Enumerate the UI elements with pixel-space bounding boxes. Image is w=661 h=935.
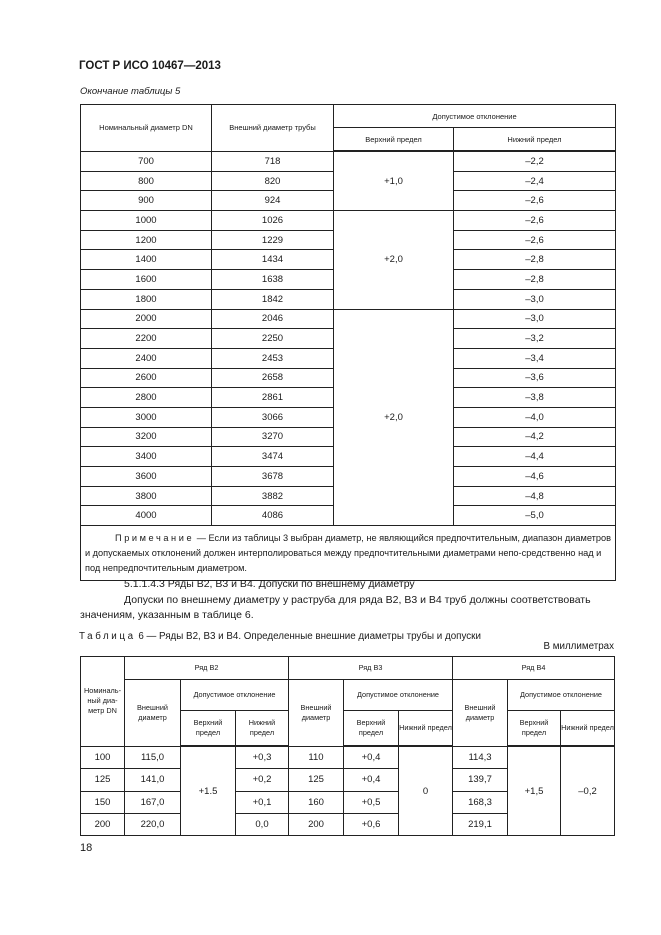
cell-outer-diameter: 1229: [212, 230, 334, 250]
cell-b4-upper: +1,5: [508, 746, 561, 836]
col-header-b4-outer: Внешний диаметр: [453, 680, 508, 747]
cell-lower-limit: –3,6: [454, 368, 616, 388]
col-header-series-b4: Ряд B4: [453, 657, 615, 680]
cell-dn: 100: [81, 746, 125, 769]
col-header-b2-tolerance: Допустимое отклонение: [181, 680, 289, 711]
cell-outer-diameter: 4086: [212, 506, 334, 526]
cell-nominal-diameter: 2400: [81, 348, 212, 368]
cell-lower-limit: –2,8: [454, 270, 616, 290]
body-paragraph: Допуски по внешнему диаметру у раструба для ряда B2, B3 и B4 труб должны соответствовать: [124, 594, 591, 606]
cell-b4-outer: 139,7: [453, 769, 508, 791]
cell-b2-lower: +0,2: [236, 769, 289, 791]
col-header-outer-diameter: Внешний диаметр трубы: [212, 105, 334, 152]
cell-b2-upper: +1.5: [181, 746, 236, 836]
cell-nominal-diameter: 3600: [81, 467, 212, 487]
body-paragraph-continued: значениям, указанным в таблице 6.: [80, 609, 254, 621]
cell-dn: 150: [81, 791, 125, 813]
cell-outer-diameter: 1434: [212, 250, 334, 270]
cell-outer-diameter: 924: [212, 191, 334, 211]
cell-b4-outer: 114,3: [453, 746, 508, 769]
cell-b4-outer: 219,1: [453, 813, 508, 835]
cell-lower-limit: –2,8: [454, 250, 616, 270]
cell-outer-diameter: 2658: [212, 368, 334, 388]
cell-lower-limit: –4,2: [454, 427, 616, 447]
cell-lower-limit: –2,6: [454, 211, 616, 231]
cell-outer-diameter: 718: [212, 151, 334, 171]
cell-outer-diameter: 2250: [212, 329, 334, 349]
cell-outer-diameter: 1842: [212, 289, 334, 309]
cell-outer-diameter: 2861: [212, 388, 334, 408]
cell-b3-upper: +0,4: [344, 746, 399, 769]
table-5-note: [81, 526, 616, 581]
cell-b3-upper: +0,4: [344, 769, 399, 791]
col-header-nominal-diameter: Номинальный диаметр DN: [81, 105, 212, 152]
cell-b4-lower: –0,2: [561, 746, 615, 836]
cell-b2-lower: +0,3: [236, 746, 289, 769]
cell-outer-diameter: 1026: [212, 211, 334, 231]
table-6-caption-word: Таблица: [79, 631, 136, 642]
cell-upper-limit: +1,0: [334, 151, 454, 211]
cell-lower-limit: –5,0: [454, 506, 616, 526]
cell-nominal-diameter: 1800: [81, 289, 212, 309]
col-header-b4-tolerance: Допустимое отклонение: [508, 680, 615, 711]
cell-nominal-diameter: 700: [81, 151, 212, 171]
cell-nominal-diameter: 900: [81, 191, 212, 211]
cell-b3-outer: 125: [289, 769, 344, 791]
col-header-b3-lower: Нижний предел: [399, 711, 453, 747]
cell-b4-outer: 168,3: [453, 791, 508, 813]
table-row: [81, 309, 616, 329]
col-header-lower-limit: Нижний предел: [454, 128, 616, 152]
cell-outer-diameter: 1638: [212, 270, 334, 290]
col-header-series-b2: Ряд B2: [125, 657, 289, 680]
col-header-b3-upper: Верхний предел: [344, 711, 399, 747]
cell-lower-limit: –2,6: [454, 191, 616, 211]
section-heading: 5.1.1.4.3 Ряды B2, B3 и B4. Допуски по внешнему диаметру: [124, 578, 415, 590]
cell-outer-diameter: 3678: [212, 467, 334, 487]
note-text: — Если из таблицы 3 выбран диаметр, не являющийся предпочтительным, диапазон диаметров и допускаемых отклонений должен интерполироваться между предпочтительными диаметрами непо-средственно над и под непредпочтительным диаметром.: [85, 533, 611, 574]
table-5-body: [81, 151, 616, 526]
col-header-b4-upper: Верхний предел: [508, 711, 561, 747]
cell-upper-limit: +2,0: [334, 309, 454, 526]
cell-dn: 125: [81, 769, 125, 791]
cell-lower-limit: –3,8: [454, 388, 616, 408]
page-number: 18: [80, 842, 93, 854]
cell-b3-lower: 0: [399, 746, 453, 836]
cell-nominal-diameter: 2600: [81, 368, 212, 388]
cell-lower-limit: –3,0: [454, 289, 616, 309]
cell-lower-limit: –4,6: [454, 467, 616, 487]
col-header-b2-upper: Верхний предел: [181, 711, 236, 747]
col-header-series-b3: Ряд B3: [289, 657, 453, 680]
cell-outer-diameter: 2046: [212, 309, 334, 329]
cell-lower-limit: –2,6: [454, 230, 616, 250]
cell-nominal-diameter: 1200: [81, 230, 212, 250]
cell-nominal-diameter: 2000: [81, 309, 212, 329]
cell-b3-outer: 200: [289, 813, 344, 835]
cell-outer-diameter: 3270: [212, 427, 334, 447]
units-note: В миллиметрах: [543, 641, 614, 652]
cell-outer-diameter: 3066: [212, 407, 334, 427]
cell-nominal-diameter: 800: [81, 171, 212, 191]
col-header-b2-outer: Внешний диаметр: [125, 680, 181, 747]
cell-b2-lower: 0,0: [236, 813, 289, 835]
cell-lower-limit: –2,2: [454, 151, 616, 171]
cell-b3-upper: +0,6: [344, 813, 399, 835]
cell-nominal-diameter: 3400: [81, 447, 212, 467]
cell-lower-limit: –4,0: [454, 407, 616, 427]
table-row: [81, 211, 616, 231]
cell-b2-outer: 115,0: [125, 746, 181, 769]
col-header-b4-lower: Нижний предел: [561, 711, 615, 747]
table-6-caption: [79, 631, 481, 642]
table-5: [80, 104, 616, 581]
cell-lower-limit: –3,2: [454, 329, 616, 349]
table-6-caption-text: 6 — Ряды B2, B3 и B4. Определенные внешние диаметры трубы и допуски: [135, 631, 481, 642]
cell-lower-limit: –3,0: [454, 309, 616, 329]
cell-lower-limit: –4,4: [454, 447, 616, 467]
col-header-b3-outer: Внешний диаметр: [289, 680, 344, 747]
col-header-b2-lower: Нижний предел: [236, 711, 289, 747]
cell-outer-diameter: 3474: [212, 447, 334, 467]
cell-nominal-diameter: 1000: [81, 211, 212, 231]
cell-lower-limit: –2,4: [454, 171, 616, 191]
table-row: [81, 151, 616, 171]
table-5-caption: Окончание таблицы 5: [80, 86, 181, 97]
cell-nominal-diameter: 3200: [81, 427, 212, 447]
cell-b2-outer: 220,0: [125, 813, 181, 835]
cell-dn: 200: [81, 813, 125, 835]
cell-nominal-diameter: 3000: [81, 407, 212, 427]
cell-b2-lower: +0,1: [236, 791, 289, 813]
cell-nominal-diameter: 2800: [81, 388, 212, 408]
table-6: [80, 656, 615, 836]
cell-nominal-diameter: 3800: [81, 486, 212, 506]
col-header-upper-limit: Верхний предел: [334, 128, 454, 152]
cell-b3-outer: 110: [289, 746, 344, 769]
cell-outer-diameter: 2453: [212, 348, 334, 368]
col-header-b3-tolerance: Допустимое отклонение: [344, 680, 453, 711]
cell-b3-upper: +0,5: [344, 791, 399, 813]
cell-outer-diameter: 820: [212, 171, 334, 191]
cell-lower-limit: –3,4: [454, 348, 616, 368]
cell-nominal-diameter: 4000: [81, 506, 212, 526]
document-title: ГОСТ Р ИСО 10467—2013: [79, 60, 221, 72]
cell-upper-limit: +2,0: [334, 211, 454, 309]
cell-nominal-diameter: 1400: [81, 250, 212, 270]
cell-outer-diameter: 3882: [212, 486, 334, 506]
cell-b2-outer: 167,0: [125, 791, 181, 813]
col-header-nominal-diameter: Номиналь-ный диа-метр DN: [81, 657, 125, 747]
col-header-tolerance: Допустимое отклонение: [334, 105, 616, 128]
cell-lower-limit: –4,8: [454, 486, 616, 506]
table-row: [81, 746, 615, 769]
cell-b3-outer: 160: [289, 791, 344, 813]
cell-nominal-diameter: 2200: [81, 329, 212, 349]
cell-nominal-diameter: 1600: [81, 270, 212, 290]
note-label: Примечание: [115, 533, 195, 544]
cell-b2-outer: 141,0: [125, 769, 181, 791]
